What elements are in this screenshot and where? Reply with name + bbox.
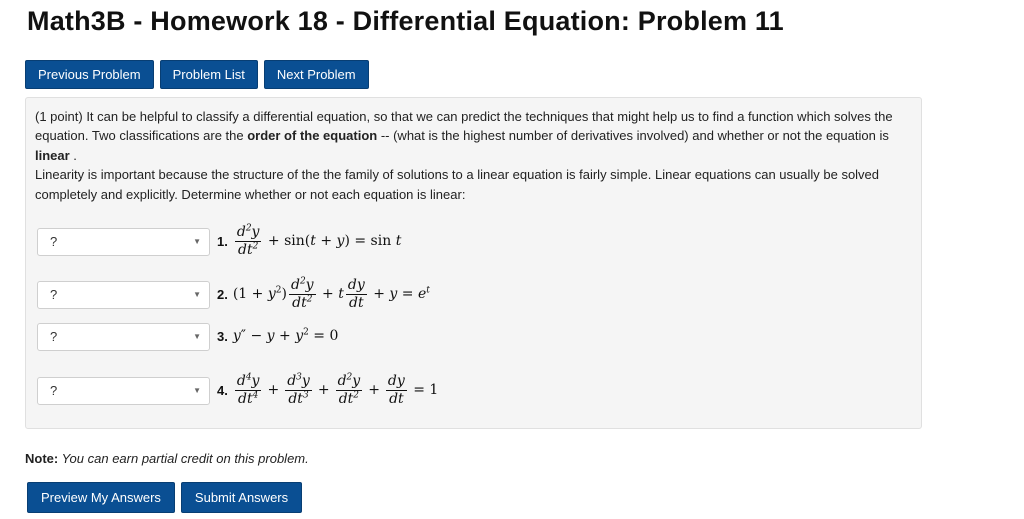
caret-down-icon: ▼ (193, 236, 201, 246)
answer-select-3[interactable] (37, 323, 210, 351)
answer-select-4[interactable] (37, 377, 210, 405)
answer-select-1[interactable] (37, 228, 210, 256)
question-row-1 (37, 224, 401, 259)
question-number-4: 4. (217, 382, 228, 398)
equation-3: 3. $y'' - y + y^2 = 0$ (217, 327, 338, 346)
equation-1: 1. $\frac{d^2y}{dt^2}$ + sin(t + y) = sin t (217, 223, 402, 258)
question-row-4 (37, 373, 438, 408)
answer-select-1-value: ? (50, 233, 58, 249)
problem-panel (25, 97, 922, 429)
problem-intro: (1 point) It can be helpful to classify a differential equation, so that we can predict the techniques that might help us to find a function which solves the equation. Two classifications are the order of the equation -- (what is the highest number of derivatives involved) and whether or not the equation is linear . (35, 109, 893, 163)
note-text: You can earn partial credit on this problem. (58, 451, 309, 466)
next-problem-button[interactable]: Next Problem (264, 60, 369, 89)
preview-answers-button[interactable]: Preview My Answers (27, 482, 175, 513)
previous-problem-button[interactable]: Previous Problem (25, 60, 154, 89)
question-number-2: 2. (217, 286, 228, 302)
note-label: Note: (25, 451, 59, 466)
linearity-paragraph: Linearity is important because the structure of the the family of solutions to a linear equation is fairly simple. Linear equations can usually be solved completely and explicitly. Determine whether or not each equation is linear: (35, 167, 880, 202)
answer-select-4-value: ? (50, 382, 58, 398)
answer-actions (27, 482, 302, 513)
caret-down-icon: ▼ (193, 289, 201, 299)
partial-credit-note (25, 451, 309, 466)
answer-select-2-value: ? (50, 286, 58, 302)
answer-select-2[interactable] (37, 281, 210, 309)
problem-list-button[interactable]: Problem List (160, 60, 258, 89)
question-number-3: 3. (217, 329, 228, 345)
caret-down-icon: ▼ (193, 385, 201, 395)
submit-answers-button[interactable]: Submit Answers (181, 482, 302, 513)
question-number-1: 1. (217, 233, 228, 249)
points-label: (1 point) (35, 109, 83, 124)
equation-4: 4. $\frac{d^4y}{dt^4}$ + $\frac{d^3y}{dt^3}$ + $\frac{d^2y}{dt^2}$ + $\frac{dy}{dt}$ = 1 (217, 372, 439, 407)
question-row-2 (37, 277, 430, 312)
question-row-3 (37, 323, 338, 351)
problem-nav (25, 60, 369, 89)
linear-term: linear (35, 147, 70, 163)
caret-down-icon: ▼ (193, 332, 201, 342)
page-title: Math3B - Homework 18 - Differential Equation: Problem 11 (27, 6, 784, 36)
answer-select-3-value: ? (50, 329, 58, 345)
equation-2: 2. $(1 + y^2)$ $\frac{d^2y}{dt^2}$ + t $\frac{dy}{dt}$ + $y = e^t$ (217, 276, 430, 311)
order-term: order of the equation (247, 128, 378, 144)
